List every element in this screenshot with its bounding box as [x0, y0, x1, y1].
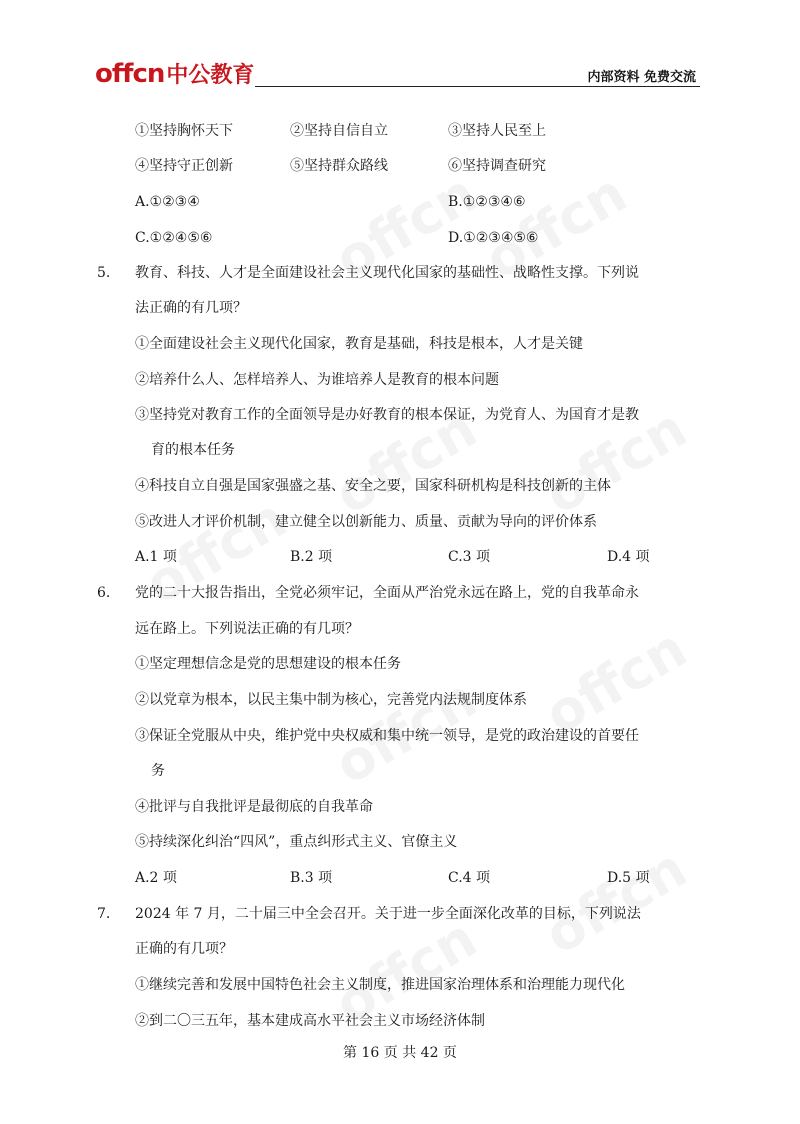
statement-item: ⑥坚持调查研究: [448, 158, 546, 174]
question-number: 5.: [97, 265, 111, 281]
answer-option: D.4 项: [607, 549, 650, 565]
question-stem: 法正确的有几项？: [135, 300, 247, 316]
page-footer: 第 16 页 共 42 页: [343, 1045, 457, 1061]
statement-item: ④批评与自我批评是最彻底的自我革命: [135, 799, 373, 815]
statement-item: 育的根本任务: [151, 442, 235, 458]
statement-item: 务: [151, 763, 165, 779]
question-stem: 远在路上。下列说法正确的有几项？: [135, 621, 359, 637]
question-number: 7.: [97, 906, 111, 922]
logo-latin-text: offcn: [95, 59, 165, 89]
page-header: [95, 58, 700, 88]
statement-item: ②坚持自信自立: [290, 123, 388, 139]
statement-item: ③保证全党服从中央，维护党中央权威和集中统一领导，是党的政治建设的首要任: [135, 728, 639, 744]
statement-item: ⑤坚持群众路线: [290, 158, 388, 174]
answer-option: A.①②③④: [135, 194, 200, 210]
question-stem: 教育、科技、人才是全面建设社会主义现代化国家的基础性、战略性支撑。下列说: [135, 265, 639, 281]
answer-option: B.①②③④⑥: [448, 194, 526, 210]
statement-item: ④坚持守正创新: [135, 158, 233, 174]
answer-option: C.3 项: [448, 549, 491, 565]
statement-item: ③坚持人民至上: [448, 123, 546, 139]
statement-item: ②到二〇三五年，基本建成高水平社会主义市场经济体制: [135, 1013, 485, 1029]
header-note: 内部资料 免费交流: [587, 70, 696, 85]
answer-option: B.2 项: [290, 549, 333, 565]
watermark: [534, 836, 697, 966]
statement-item: ①坚定理想信念是党的思想建设的根本任务: [135, 656, 401, 672]
answer-option: A.2 项: [135, 870, 177, 886]
statement-item: ⑤持续深化纠治“四风”，重点纠形式主义、官僚主义: [135, 834, 458, 850]
statement-item: ①全面建设社会主义现代化国家，教育是基础，科技是根本，人才是关键: [135, 336, 583, 352]
answer-option: D.5 项: [607, 870, 650, 886]
statement-item: ①继续完善和发展中国特色社会主义制度，推进国家治理体系和治理能力现代化: [135, 977, 625, 993]
question-stem: 2024 年 7 月，二十届三中全会召开。关于进一步全面深化改革的目标，下列说法: [135, 906, 641, 922]
answer-option: D.①②③④⑤⑥: [448, 230, 539, 246]
answer-option: C.4 项: [448, 870, 491, 886]
statement-item: ②培养什么人、怎样培养人、为谁培养人是教育的根本问题: [135, 372, 499, 388]
statement-item: ⑤改进人才评价机制，建立健全以创新能力、质量、贡献为导向的评价体系: [135, 514, 597, 530]
answer-option: C.①②④⑤⑥: [135, 230, 213, 246]
statement-item: ③坚持党对教育工作的全面领导是办好教育的根本保证，为党育人、为国育才是教: [135, 407, 639, 423]
answer-option: B.3 项: [290, 870, 333, 886]
brand-logo: [95, 58, 254, 89]
statement-item: ①坚持胸怀天下: [135, 123, 233, 139]
answer-option: A.1 项: [135, 549, 177, 565]
logo-chinese-text: 中公教育: [166, 63, 255, 88]
statement-item: ②以党章为根本，以民主集中制为核心，完善党内法规制度体系: [135, 692, 527, 708]
question-stem: 正确的有几项？: [135, 941, 233, 957]
statement-item: ④科技自立自强是国家强盛之基、安全之要，国家科研机构是科技创新的主体: [135, 478, 611, 494]
question-stem: 党的二十大报告指出，全党必须牢记，全面从严治党永远在路上，党的自我革命永: [135, 585, 639, 601]
question-number: 6.: [97, 585, 111, 601]
header-rule: [255, 86, 700, 87]
